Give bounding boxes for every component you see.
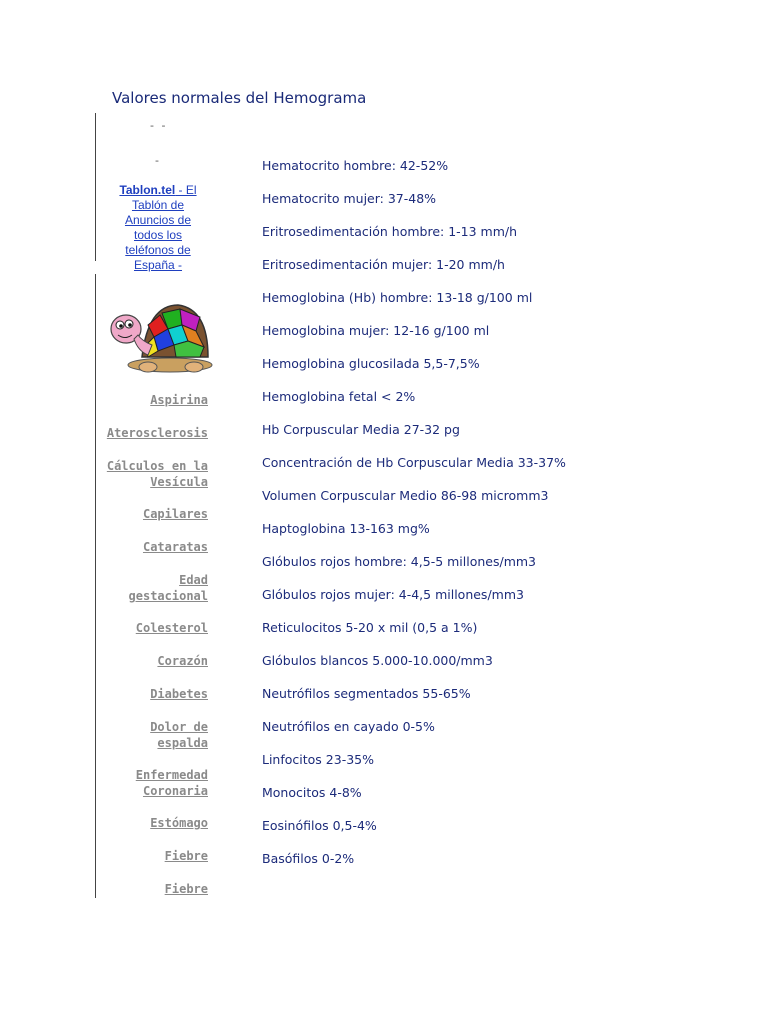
nav-link-aterosclerosis[interactable]: Aterosclerosis — [106, 426, 208, 440]
nav-link-estomago[interactable]: Estómago — [150, 816, 208, 830]
nav-link-colesterol[interactable]: Colesterol — [135, 621, 208, 635]
nav-link-enfermedad-coronaria[interactable]: Enfermedad Coronaria — [135, 768, 208, 798]
value-row: Hemoglobina fetal < 2% — [262, 389, 416, 404]
nav-link-aspirina[interactable]: Aspirina — [150, 393, 208, 407]
value-row: Hematocrito mujer: 37-48% — [262, 191, 437, 206]
nav-link-fiebre-2[interactable]: Fiebre — [164, 882, 208, 896]
nav-link-diabetes[interactable]: Diabetes — [150, 687, 208, 701]
ad-dashes: - - — [150, 119, 168, 132]
value-row: Reticulocitos 5-20 x mil (0,5 a 1%) — [262, 620, 478, 635]
value-row: Linfocitos 23-35% — [262, 752, 374, 767]
value-row: Eritrosedimentación hombre: 1-13 mm/h — [262, 224, 518, 239]
nav-link-cataratas[interactable]: Cataratas — [142, 540, 208, 554]
value-row: Volumen Corpuscular Medio 86-98 micromm3 — [262, 488, 549, 503]
value-row: Glóbulos rojos mujer: 4-4,5 millones/mm3 — [262, 587, 524, 602]
nav-link-capilares[interactable]: Capilares — [142, 507, 208, 521]
tablon-description-link[interactable]: - El Tablón de Anuncios de todos los teléfonos de España - — [124, 183, 197, 272]
value-row: Neutrófilos en cayado 0-5% — [262, 719, 435, 734]
nav-link-corazon[interactable]: Corazón — [157, 654, 208, 668]
tablon-link[interactable]: Tablon.tel — [119, 183, 176, 197]
value-row: Concentración de Hb Corpuscular Media 33-37% — [262, 455, 566, 470]
turtle-image — [108, 295, 214, 375]
value-row: Glóbulos blancos 5.000-10.000/mm3 — [262, 653, 493, 668]
value-row: Haptoglobina 13-163 mg% — [262, 521, 430, 536]
value-row: Neutrófilos segmentados 55-65% — [262, 686, 471, 701]
page-title: Valores normales del Hemograma — [112, 89, 367, 107]
value-row: Glóbulos rojos hombre: 4,5-5 millones/mm3 — [262, 554, 537, 569]
nav-link-calculos-vesicula[interactable]: Cálculos en la Vesícula — [106, 459, 208, 489]
left-divider-bottom — [95, 274, 96, 898]
nav-link-edad-gestacional[interactable]: Edad gestacional — [128, 573, 208, 603]
value-row: Monocitos 4-8% — [262, 785, 362, 800]
value-row: Hemoglobina glucosilada 5,5-7,5% — [262, 356, 480, 371]
left-divider-top — [95, 113, 96, 261]
value-row: Hemoglobina mujer: 12-16 g/100 ml — [262, 323, 490, 338]
nav-link-fiebre[interactable]: Fiebre — [164, 849, 208, 863]
value-row: Hb Corpuscular Media 27-32 pg — [262, 422, 460, 437]
value-row: Hemoglobina (Hb) hombre: 13-18 g/100 ml — [262, 290, 533, 305]
value-row: Hematocrito hombre: 42-52% — [262, 158, 449, 173]
value-row: Basófilos 0-2% — [262, 851, 355, 866]
nav-link-dolor-espalda[interactable]: Dolor de espalda — [150, 720, 208, 750]
value-row: Eritrosedimentación mujer: 1-20 mm/h — [262, 257, 505, 272]
value-row: Eosinófilos 0,5-4% — [262, 818, 377, 833]
ad-box — [112, 183, 204, 273]
ad-dash: - — [155, 154, 159, 167]
